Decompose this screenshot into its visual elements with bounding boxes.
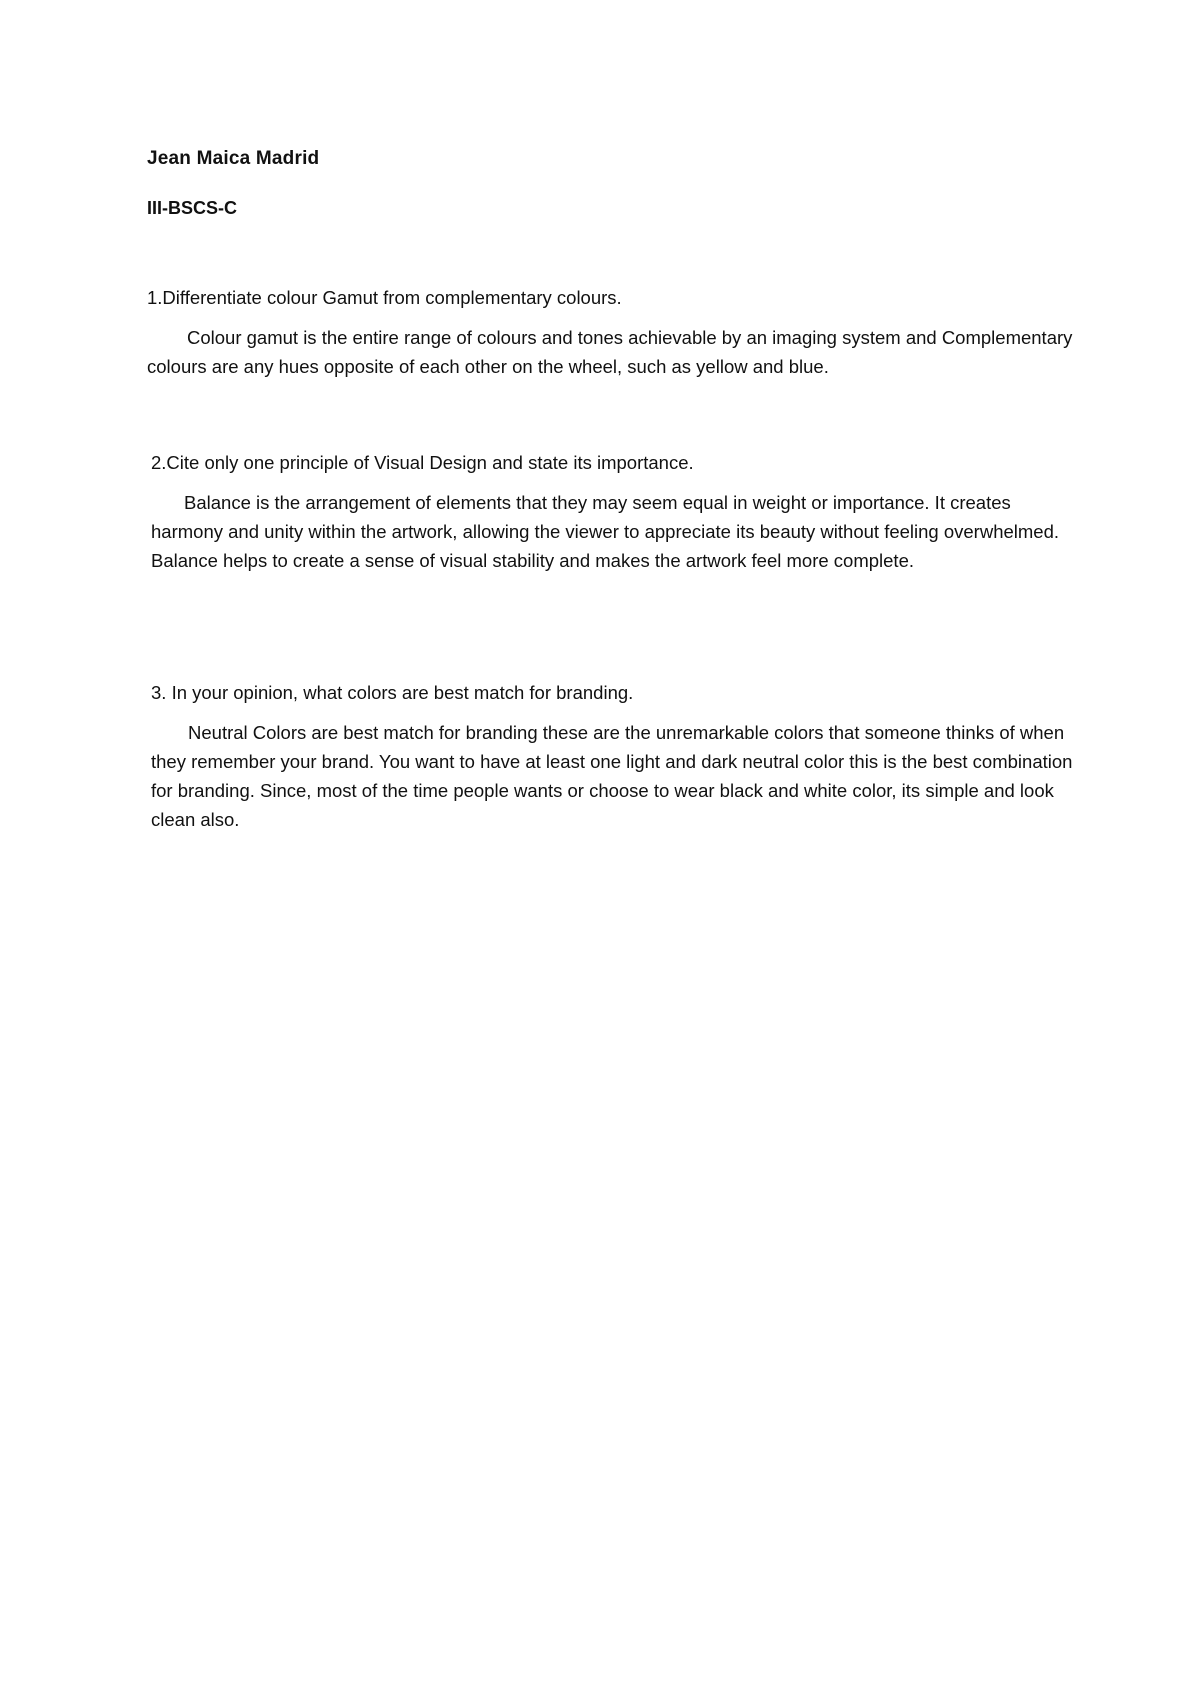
class-section: III-BSCS-C	[147, 198, 237, 218]
student-name: Jean Maica Madrid	[147, 148, 320, 169]
answer-1: Colour gamut is the entire range of colours and tones achievable by an imaging system and Complementary colours are any hues opposite of each other on the wheel, such as yellow and blue.	[147, 327, 1073, 377]
question-3: 3. In your opinion, what colors are best match for branding.	[151, 682, 634, 703]
answer-2: Balance is the arrangement of elements that they may seem equal in weight or importance. It creates harmony and unity within the artwork, allowing the viewer to appreciate its beauty without feeling overwhelmed. Balance helps to create a sense of visual stability and makes the artwork feel more complete.	[151, 492, 1060, 571]
question-block-2	[151, 448, 1081, 575]
question-block-3	[151, 678, 1081, 834]
answer-3: Neutral Colors are best match for branding these are the unremarkable colors that someone thinks of when they remember your brand. You want to have at least one light and dark neutral color this is the best combination for branding. Since, most of the time people wants or choose to wear black and white color, its simple and look clean also.	[151, 722, 1073, 830]
question-1: 1.Differentiate colour Gamut from complementary colours.	[147, 287, 622, 308]
question-block-1	[147, 283, 1077, 381]
question-2: 2.Cite only one principle of Visual Design and state its importance.	[151, 452, 694, 473]
